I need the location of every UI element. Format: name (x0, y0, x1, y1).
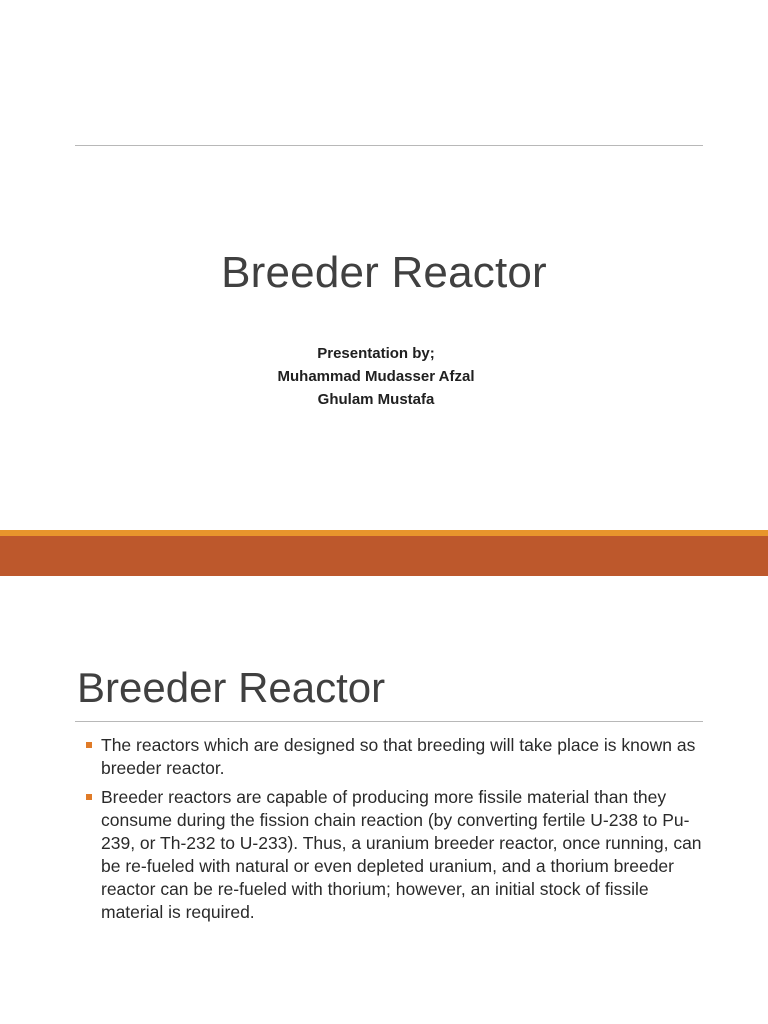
accent-band (0, 536, 768, 576)
bullet-list (86, 734, 708, 930)
presenter-line: Muhammad Mudasser Afzal (277, 368, 475, 385)
content-heading-rule (75, 721, 703, 722)
presenter-line: Ghulam Mustafa (317, 391, 435, 408)
content-slide (0, 576, 768, 1024)
content-heading: Breeder Reactor (77, 664, 386, 711)
bullet-item (86, 734, 708, 780)
bullet-text: The reactors which are designed so that breeding will take place is known as breeder reactor. (101, 735, 696, 778)
slide-title: Breeder Reactor (221, 248, 547, 297)
presenter-info (0, 342, 752, 411)
square-bullet-icon (86, 794, 92, 800)
bullet-text: Breeder reactors are capable of producing more fissile material than they consume during the fission chain reaction (by converting fertile U-238 to Pu-239, or Th-232 to U-233). Thus, a uranium breeder reactor, once running, can be re-fueled with natural or even depleted uranium, and a thorium breeder reactor can be re-fueled with thorium; however, an initial stock of fissile material is required. (101, 787, 702, 922)
title-slide-rule (75, 145, 703, 146)
square-bullet-icon (86, 742, 92, 748)
bullet-item (86, 786, 708, 924)
presenter-line: Presentation by; (317, 345, 435, 362)
